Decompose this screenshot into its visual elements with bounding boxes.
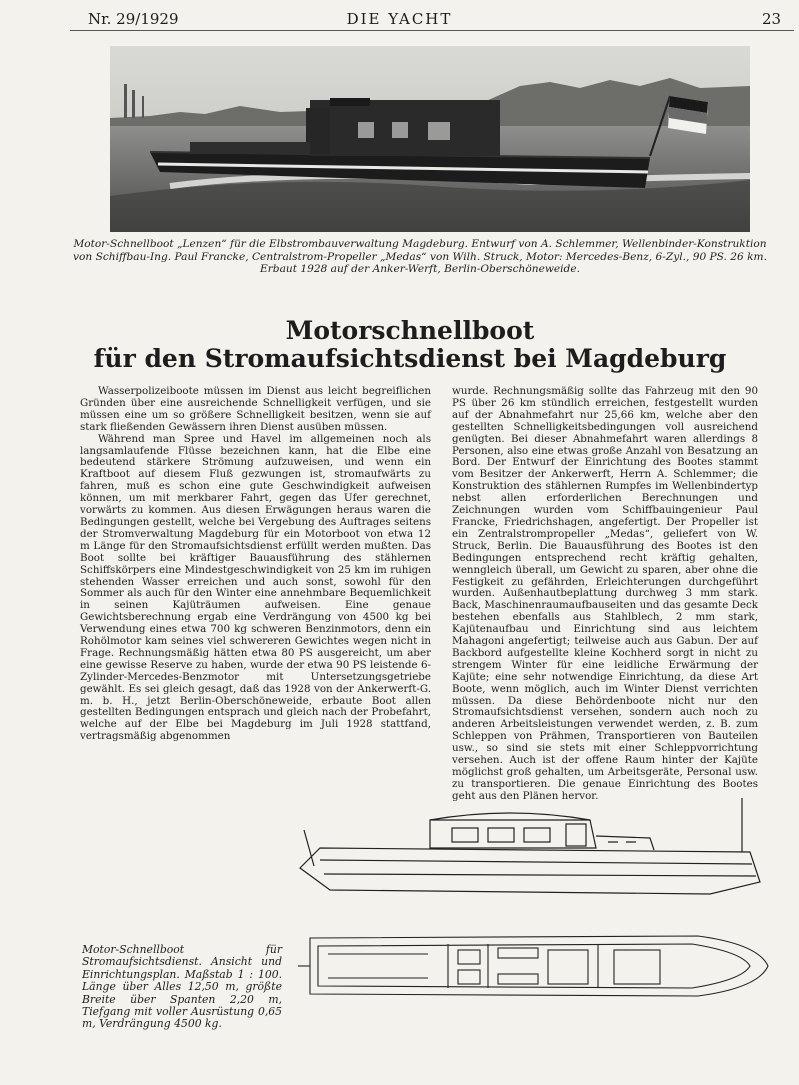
left-column [80, 386, 431, 743]
header-rule [70, 30, 794, 31]
plan-caption: Motor-Schnellboot für Stromaufsichtsdienst. Ansicht und Einrichtungsplan. Maßstab 1 : 100. Länge über Alles 12,50 m, größte Breite über Spanten 2,20 m, Tiefgang mit voller Ausrüstung 0,65 m, Verdrängung 4500 kg. [82, 943, 282, 1031]
journal-title: DIE YACHT [346, 10, 453, 28]
paragraph: Wasserpolizeiboote müssen im Dienst aus leicht begreiflichen Gründen über eine ausreichende Schnelligkeit verfügen, und sie müssen eine um so größere Schnelligkeit besitzen, wenn sie auf stark fließenden Gewässern ihren Dienst ausüben müssen. [80, 385, 431, 433]
right-column [452, 386, 758, 803]
issue-number: Nr. 29/1929 [88, 10, 179, 28]
article-subtitle: für den Stromaufsichtsdienst bei Magdeburg [93, 344, 727, 373]
boat-photo [110, 46, 750, 232]
paragraph: wurde. Rechnungsmäßig sollte das Fahrzeug mit den 90 PS über 26 km stündlich erreichen, festgestellt wurden auf der Abnahmefahrt nur 25,66 km, welche aber den gestellten Schnelligkeitsbedingungen voll ausreichend genügten. Bei dieser Abnahmefahrt waren allerdings 8 Personen, also eine etwas große Anzahl von Besatzung an Bord. Der Entwurf der Einrichtung des Bootes stammt vom Besitzer der Ankerwerft, Herrn A. Schlemmer; die Konstruktion des stählernen Rumpfes im Wellenbindertyp nebst allen erforderlichen Berechnungen und Zeichnungen wurden vom Schiffbauingenieur Paul Francke, Friedrichshagen, angefertigt. Der Propeller ist ein Zentralstrompropeller „Medas“, geliefert von W. Struck, Berlin. Die Bauausführung des Bootes ist den Bedingungen entsprechend recht kräftig gehalten, wenngleich überall, um Gewicht zu sparen, aber ohne die Festigkeit zu gefährden, Erleichterungen durchgeführt wurden. Außenhautbeplattung durchweg 3 mm stark. Back, Maschinenraumaufbauseiten und das gesamte Deck bestehen ebenfalls aus Stahlblech, 2 mm stark, Kajütenaufbau und Einrichtung sind aus leichtem Mahagoni angefertigt; teilweise auch aus Gabun. Der auf Backbord aufgestellte kleine Kochherd sorgt in nicht zu strengem Winter für eine leidliche Erwärmung der Kajüte; eine sehr notwendige Einrichtung, da diese Art Boote, wenn möglich, auch im Winter Dienst verrichten müssen. Da diese Behördenboote nicht nur den Stromaufsichtsdienst versehen, sondern auch noch zu anderen Arbeitsleistungen verwendet werden, z. B. zum Schleppen von Prähmen, Transportieren von Bauteilen usw., so sind sie stets mit einer Schleppvorrichtung versehen. Auch ist der offene Raum hinter der Kajüte möglichst groß gehalten, um Arbeitsgeräte, Personal usw. zu transportieren. Die genaue Einrichtung des Bootes geht aus den Plänen hervor. [452, 385, 758, 802]
boat-side-elevation-drawing [290, 790, 770, 920]
photo-caption: Motor-Schnellboot „Lenzen“ für die Elbstrombauverwaltung Magdeburg. Entwurf von A. Schlemmer, Wellenbinder-Konstruktion von Schiffbau-Ing. Paul Francke, Centralstrom-Propeller „Medas“ von Wilh. Struck, Motor: Mercedes-Benz, 6-Zyl., 90 PS. 26 km. Erbaut 1928 auf der Anker-Werft, Berlin-Oberschöneweide. [73, 238, 767, 275]
boat-deck-plan-drawing [298, 920, 770, 1012]
paragraph: Während man Spree und Havel im allgemeinen noch als langsamlaufende Flüsse bezeichnen kann, hat die Elbe eine bedeutend stärkere Strömung aufzuweisen, und wenn ein Kraftboot auf diesem Fluß gezwungen ist, stromaufwärts zu fahren, muß es schon eine gute Geschwindigkeit aufweisen können, um mit merkbarer Fahrt, gegen das Ufer gerechnet, vorwärts zu kommen. Aus diesen Erwägungen heraus waren die Bedingungen gestellt, welche bei Vergebung des Auftrages seitens der Stromverwaltung Magdeburg für ein Motorboot von etwa 12 m Länge für den Stromaufsichtsdienst erfüllt werden mußten. Das Boot sollte bei kräftiger Bauausführung des stählernen Schiffskörpers eine Mindestgeschwindigkeit von 25 km im ruhigen stehenden Wasser erreichen und auch sonst, sowohl für den Sommer als auch für den Winter eine annehmbare Bequemlichkeit in seinen Kajüträumen aufweisen. Eine genaue Gewichtsberechnung ergab eine Verdrängung von 4500 kg bei Verwendung eines etwa 700 kg schweren Benzinmotors, denn ein Rohölmotor kam seines viel schwereren Gewichtes wegen nicht in Frage. Rechnungsmäßig hätten etwa 80 PS ausgereicht, um aber eine gewisse Reserve zu haben, wurde der etwa 90 PS leistende 6-Zylinder-Mercedes-Benzmotor mit Untersetzungsgetriebe gewählt. Es sei gleich gesagt, daß das 1928 von der Ankerwerft-G. m. b. H., jetzt Berlin-Oberschöneweide, erbaute Boot allen gestellten Bedingungen entsprach und gleich nach der Probefahrt, welche auf der Elbe bei Magdeburg im Juli 1928 stattfand, vertragsmäßig abgenommen [80, 432, 431, 743]
page-number: 23 [762, 10, 782, 28]
article-title: Motorschnellboot [285, 316, 535, 345]
